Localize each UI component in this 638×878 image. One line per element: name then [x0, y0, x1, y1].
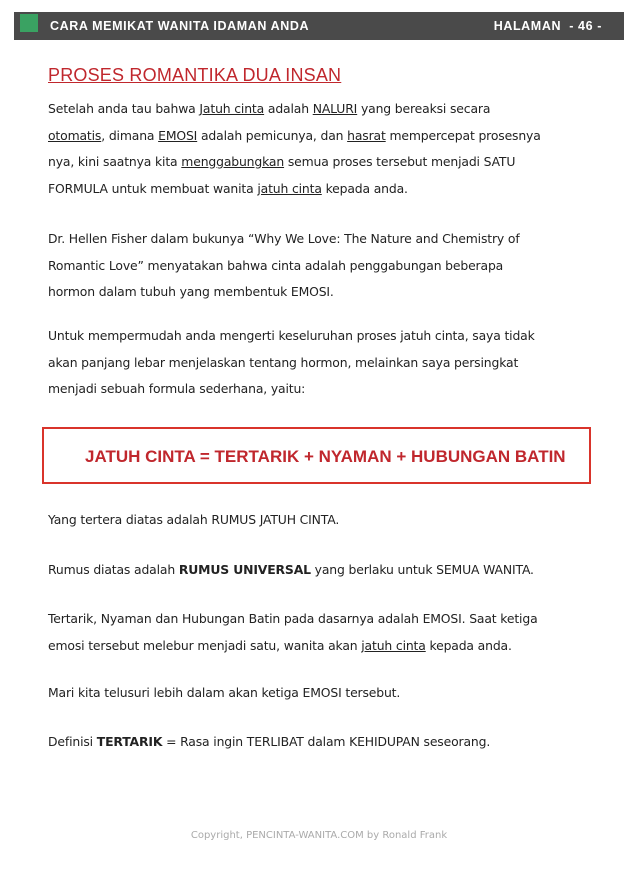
- text-span: adalah pemicunya, dan: [197, 127, 348, 143]
- green-square-icon: [20, 14, 38, 32]
- paragraph-explore: Mari kita telusuri lebih dalam akan ketiga EMOSI tersebut.: [48, 685, 401, 700]
- text-line: menjadi sebuah formula sederhana, yaitu:: [48, 381, 306, 396]
- page-number: HALAMAN - 46 -: [493, 19, 602, 33]
- underlined-term: menggabungkan: [181, 154, 285, 169]
- text-span: Setelah anda tau bahwa: [48, 101, 200, 116]
- paragraph-definition: [48, 729, 603, 756]
- section-heading: PROSES ROMANTIKA DUA INSAN: [48, 65, 342, 85]
- bold-term: TERTARIK: [96, 734, 163, 749]
- text-span: yang bereaksi secara: [357, 101, 491, 116]
- text-line: Tertarik, Nyaman dan Hubungan Batin pada dasarnya adalah EMOSI. Saat ketiga: [48, 611, 538, 626]
- text-span: Rumus diatas adalah: [48, 562, 179, 577]
- text-span: Definisi: [48, 734, 97, 749]
- text-span: emosi tersebut melebur menjadi satu, wanita akan: [48, 637, 362, 653]
- text-span: adalah: [264, 101, 313, 116]
- footer-copyright: Copyright, PENCINTA-WANITA.COM by Ronald Frank: [190, 830, 448, 841]
- text-line: Romantic Love” menyatakan bahwa cinta adalah penggabungan beberapa: [48, 257, 504, 273]
- paragraph-universal: [48, 557, 603, 584]
- formula-text: JATUH CINTA = TERTARIK + NYAMAN + HUBUNGAN BATIN: [85, 447, 566, 466]
- text-span: FORMULA untuk membuat wanita: [48, 180, 258, 196]
- text-span: mempercepat prosesnya: [385, 127, 541, 143]
- text-line: akan panjang lebar menjelaskan tentang hormon, melainkan saya persingkat: [48, 354, 519, 370]
- paragraph-rumus: Yang tertera diatas adalah RUMUS JATUH CINTA.: [48, 512, 340, 527]
- text-span: nya, kini saatnya kita: [48, 154, 182, 169]
- text-span: = Rasa ingin TERLIBAT dalam KEHIDUPAN seseorang.: [162, 734, 491, 749]
- underlined-term: NALURI: [312, 101, 358, 116]
- text-line: Untuk mempermudah anda mengerti keseluruhan proses jatuh cinta, saya tidak: [48, 328, 535, 343]
- bold-term: RUMUS UNIVERSAL: [178, 562, 311, 577]
- underlined-term: jatuh cinta: [257, 180, 322, 196]
- text-span: yang berlaku untuk SEMUA WANITA.: [310, 562, 534, 577]
- underlined-term: EMOSI: [158, 127, 198, 143]
- text-line: Dr. Hellen Fisher dalam bukunya “Why We Love: The Nature and Chemistry of: [48, 231, 520, 246]
- header-title: CARA MEMIKAT WANITA IDAMAN ANDA: [50, 19, 310, 33]
- underlined-term: jatuh cinta: [361, 637, 426, 653]
- paragraph-fisher: [48, 226, 603, 306]
- paragraph-emotions: [48, 606, 603, 659]
- paragraph-simplify: [48, 323, 603, 403]
- text-span: , dimana: [101, 127, 159, 143]
- paragraph-intro: [48, 96, 603, 202]
- underlined-term: otomatis: [48, 127, 102, 143]
- underlined-term: hasrat: [347, 127, 386, 143]
- text-span: semua proses tersebut menjadi SATU: [284, 154, 516, 169]
- underlined-term: Jatuh cinta: [199, 101, 265, 116]
- text-span: kepada anda.: [425, 637, 512, 653]
- text-span: kepada anda.: [321, 180, 408, 196]
- text-line: hormon dalam tubuh yang membentuk EMOSI.: [48, 284, 334, 299]
